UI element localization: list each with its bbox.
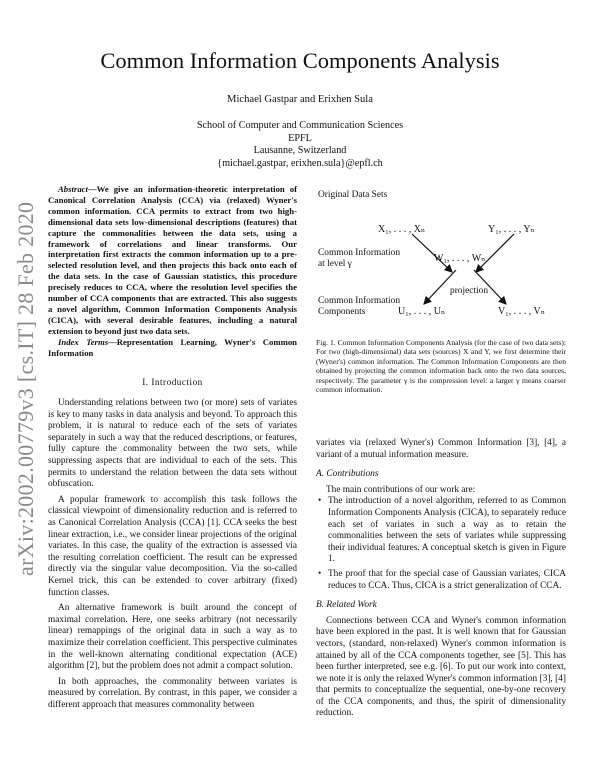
figure-v-set: V₁, . . . , Vₙ: [498, 306, 546, 317]
figure-projection-label: projection: [450, 286, 489, 296]
abstract-label: Abstract: [58, 184, 88, 194]
index-terms-text: —Representation Learning, Wyner's Common Information: [48, 336, 298, 358]
figure-x-set: X₁, . . . , Xₙ: [378, 224, 426, 235]
right-column: [316, 438, 566, 720]
figure-w-set: W₁, . . . , Wₙ: [434, 253, 486, 264]
paragraph: The main contributions of our work are:: [326, 484, 476, 495]
section-heading: I. Introduction: [142, 376, 203, 387]
paragraph: A popular framework to accomplish this task follows the classical viewpoint of dimensionality reduction and is referred to as Canonical Correlation Analysis (CCA) [1]. CCA seeks the best linear extraction, i.e., we consider linear projections of the original variates. In this case, the quality of the extraction is assessed via the resulting correlation coefficient. The result can be expressed directly via the singular value decomposition. Via the so-called Kernel trick, this can be extended to cover arbitrary (fixed) function classes.: [48, 494, 297, 598]
figure-u-set: U₁, . . . , Uₙ: [398, 306, 446, 317]
affiliation-line: School of Computer and Communication Sciences: [196, 120, 404, 131]
arxiv-stamp: [9, 196, 43, 576]
left-column: [48, 184, 297, 712]
index-terms-label: Index Terms: [58, 336, 109, 347]
subsection-heading: B. Related Work: [316, 600, 377, 611]
figure-label-common: Common Information at level γ: [318, 248, 401, 270]
figure-label-components: Common Information Components: [318, 296, 401, 318]
paragraph: Understanding relations between two (or more) sets of variates is key to many tasks in data analysis and beyond. To approach this problem, it is natural to reduce each of the sets of variates separately in such a way that the reduced descriptions, or features, fully capture the commonality between the two sets, while suppressing aspects that are individual to each of the sets. This permits to understand the relation between the data sets without obfuscation.: [48, 398, 297, 490]
figure-caption: Fig. 1. Common Information Components Analysis (for the case of two data sets): For two (high-dimensional) data sets (sources) X and Y, we first determine their (Wyner's) common information. The Common Information Components are then obtained by projecting the common information back onto the two data sources, respectively. The parameter γ is the compression level: a larger γ means coarser common information.: [316, 338, 566, 395]
contribution-list: [316, 496, 566, 592]
figure-label-original: Original Data Sets: [318, 190, 388, 200]
paragraph: In both approaches, the commonality between variates is measured by correlation. By contrast, in this paper, we consider a different approach that measures commonality between: [48, 676, 297, 710]
list-item: • The proof that for the special case of Gaussian variates, CICA reduces to CCA. Thus, CICA is a strict generalization of CCA.: [326, 569, 566, 592]
affiliation-line: EPFL: [288, 132, 312, 144]
subsection-heading: A. Contributions: [316, 469, 379, 480]
paragraph: Connections between CCA and Wyner's common information have been explored in the past. It is well known that for Gaussian vectors, (standard, non-relaxed) Wyner's common information is attained by all of the CCA components together, see [5]. This has been further interpreted, see e.g. [6]. To put our work into context, we note it is only the relaxed Wyner's common information [3], [4] that permits to conceptualize the sequential, one-by-one recovery of the CCA components, and thus, the spirit of dimensionality reduction.: [316, 615, 566, 719]
figure-y-set: Y₁, . . . , Yₙ: [488, 224, 535, 235]
figure-1: [316, 190, 566, 326]
affiliation-email: {michael.gastpar, erixhen.sula}@epfl.ch: [217, 157, 383, 169]
index-terms: [48, 337, 297, 359]
arxiv-id: arXiv:2002.00779v3 [cs.IT] 28 Feb 2020: [13, 201, 38, 576]
paper-title: Common Information Components Analysis: [100, 48, 500, 73]
affiliation-line: Lausanne, Switzerland: [253, 145, 347, 157]
affiliation: [40, 120, 560, 170]
abstract: [48, 184, 297, 337]
paper-authors: Michael Gastpar and Erixhen Sula: [227, 94, 373, 105]
paragraph: An alternative framework is built around the concept of maximal correlation. Here, one seeks arbitrary (not necessarily linear) remappings of the original data in such a way as to maximize their correlation coefficient. This perspective culminates in the well-known alternating conditional expectation (ACE) algorithm [2], but the problem does not admit a compact solution.: [48, 603, 297, 672]
list-item: • The introduction of a novel algorithm, referred to as Common Information Components Analysis (CICA), to separately reduce each set of variates in such a way as to retain the commonalities between the sets of variates while suppressing their individual features. A conceptual sketch is given in Figure 1.: [326, 496, 566, 566]
abstract-text: —We give an information-theoretic interpretation of Canonical Correlation Analysis (CCA) via (relaxed) Wyner's common information. CCA permits to extract from two high-dimensional data sets low-dimensional descriptions (features) that capture the commonalities between the data sets, using a framework of correlations and linear transforms. Our interpretation first extracts the common information up to a pre-selected resolution level, and then projects this back onto each of the data sets. In the case of Gaussian statistics, this procedure precisely reduces to CCA, where the resolution level specifies the number of CCA components that are extracted. This also suggests a novel algorithm, Common Information Components Analysis (CICA), with several desirable features, including a natural extension to beyond just two data sets.: [48, 184, 297, 336]
paragraph: variates via (relaxed Wyner's) Common Information [3], [4], a variant of a mutual information measure.: [316, 438, 566, 460]
